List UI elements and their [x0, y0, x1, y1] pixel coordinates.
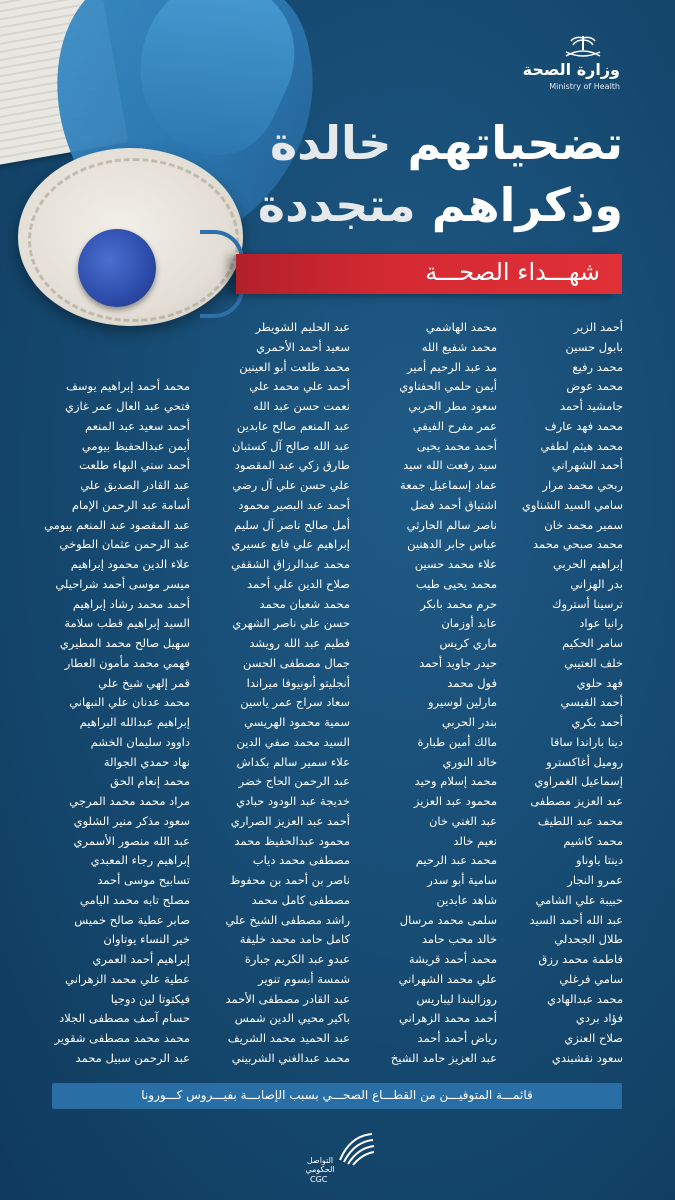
- name-item: محمود عبد العزيز: [413, 794, 497, 808]
- name-item: قمر إلهي شيخ علي: [98, 675, 190, 690]
- name-item: تسابيح موسى أحمد: [97, 873, 190, 887]
- name-item: محمد عبد الرحيم: [415, 853, 497, 868]
- name-item: حسن علي ناصر الشهري: [232, 616, 350, 631]
- name-item: أحمد بكري: [571, 715, 623, 729]
- name-item: راشد مصطفى الشيخ علي: [225, 912, 350, 927]
- name-item: شاهد عابدين: [436, 892, 497, 907]
- names-column-4: [0, 377, 190, 1068]
- cgc-logo: [300, 1130, 380, 1186]
- name-item: عبد الله صالح آل كستبان: [231, 438, 350, 453]
- name-item: كامل حامد محمد خليفة: [239, 932, 350, 947]
- name-item: دينتا باوناو: [576, 853, 623, 868]
- name-item: روميل أغاكسترو: [546, 754, 623, 769]
- name-item: سامي فرغلي: [559, 971, 623, 986]
- name-item: مالك أمين طبارة: [417, 734, 497, 749]
- name-item: عبد القادر الصديق علي: [80, 478, 190, 492]
- name-item: عبد الحليم الشويطر: [255, 320, 350, 334]
- name-item: مارلين لوسيرو: [427, 695, 497, 710]
- name-item: عبد الرحمن عثمان الطوخي: [59, 537, 190, 552]
- name-item: إبراهيم رجاء المعبدي: [90, 853, 190, 868]
- name-item: بدر الهزاني: [570, 576, 623, 591]
- name-item: محمد أحمد إبراهيم يوسف: [65, 379, 190, 394]
- name-item: نهاد حمدي الجوالة: [103, 754, 190, 769]
- name-item: عبد الله منصور الأسمري: [73, 833, 190, 848]
- name-item: محمد عدنان علي النبهاني: [69, 695, 190, 710]
- name-item: أحمد الزير: [573, 320, 623, 334]
- name-item: ناصر بن أحمد بن محفوظ: [229, 873, 350, 887]
- name-item: خير النساء يوتاوان: [103, 932, 190, 947]
- name-item: أحمد علي محمد علي: [249, 379, 350, 394]
- name-item: عطية علي محمد الزهراني: [65, 971, 190, 986]
- headline: [258, 112, 623, 236]
- name-item: شمسة أبسوم تنوير: [258, 971, 350, 986]
- headline-word: متجددة: [257, 178, 416, 232]
- name-item: ماري كريس: [439, 636, 497, 650]
- name-item: صلاح العنزي: [564, 1031, 623, 1045]
- name-item: سيد رفعت الله سيد: [403, 458, 497, 473]
- ministry-name-arabic: وزارة الصحة: [522, 60, 620, 79]
- name-item: عبد الرحمن الحاج خضر: [238, 774, 350, 789]
- name-item: عبد الرحمن سبيل محمد: [75, 1050, 190, 1065]
- name-item: محمد عبدالرزاق الشقفي: [231, 557, 350, 571]
- name-item: محمد إسلام وحيد: [414, 774, 497, 789]
- ministry-name-english: Ministry of Health: [549, 82, 620, 91]
- name-item: محمد إنعام الحق: [110, 774, 190, 789]
- name-item: أحمد الشهراني: [551, 458, 623, 473]
- headline-line-1: [258, 112, 623, 174]
- mask-valve: [78, 229, 156, 307]
- name-item: سامي السيد الشناوي: [521, 497, 623, 512]
- name-item: جمال مصطفى الحسن: [242, 655, 350, 670]
- name-item: إبراهيم الحربي: [552, 557, 623, 571]
- name-item: ربحي محمد مرار: [542, 478, 623, 492]
- name-item: مد عبد الرحيم أمير: [407, 359, 497, 374]
- banner-title: شهـــداء الصحـــة: [425, 258, 600, 286]
- name-item: سعاد سراج عمر ياسين: [240, 695, 350, 710]
- name-item: حيدر جاويد أحمد: [419, 655, 497, 670]
- name-item: محمد فهد عارف: [544, 418, 623, 433]
- name-item: صلاح الدين علي أحمد: [247, 576, 350, 591]
- name-item: علاء الدين محمود إبراهيم: [70, 557, 190, 571]
- name-item: فهمي محمد مأمون العطار: [64, 655, 190, 670]
- name-item: عمرو النجار: [567, 873, 623, 887]
- caption-text: قائمـــة المتوفيـــن من القطـــاع الصحـــي بسبب الإصابـــة بفيـــروس كـــورونا: [141, 1088, 533, 1102]
- name-item: محمد الهاشمي: [425, 320, 497, 334]
- name-item: محمد يحيى طيب: [415, 576, 497, 591]
- name-item: فاطمة محمد رزق: [538, 952, 623, 966]
- name-item: علاء محمد حسين: [414, 557, 497, 571]
- name-item: محمد عبدالهادي: [547, 991, 623, 1006]
- name-item: محمد عبدالغني الشربيني: [231, 1050, 350, 1065]
- name-item: فيكتوتا لين دوجيا: [110, 991, 190, 1006]
- name-item: أمل صالح ناصر آل سليم: [234, 517, 350, 532]
- name-item: فهد حلوي: [576, 675, 623, 690]
- name-item: علي حسن علي آل رضي: [232, 478, 350, 492]
- name-item: إبراهيم عبدالله البراهيم: [79, 715, 190, 729]
- name-item: سعود مطر الحربي: [408, 399, 497, 413]
- name-item: سمية محمود الهريسي: [244, 715, 350, 729]
- name-item: محمد محمد مصطفى شقوير: [54, 1031, 190, 1045]
- name-item: عبد العزيز مصطفى: [530, 794, 623, 808]
- name-item: أيمن حلمي الحفناوي: [399, 379, 497, 394]
- name-item: محمد شفيع الله: [421, 339, 497, 354]
- section-banner: [236, 254, 622, 294]
- name-item: سعود نقشبندي: [551, 1050, 623, 1065]
- name-item: أحمد محمد يحيى: [416, 438, 497, 453]
- cgc-name-english: CGC: [310, 1175, 328, 1184]
- cgc-name-arabic: التواصل الحكومي: [305, 1156, 335, 1174]
- name-item: إسماعيل الغمراوي: [534, 774, 623, 789]
- name-item: خالد محب حامد: [421, 932, 497, 947]
- name-item: داوود سليمان الخشم: [90, 734, 190, 749]
- name-item: حرم محمد بابكر: [420, 596, 497, 611]
- name-item: أحمد عبد العزيز الصراري: [230, 813, 350, 828]
- name-item: أحمد سني البهاء طلعت: [79, 458, 190, 473]
- name-item: طلال الجحدلي: [554, 932, 623, 947]
- name-item: السيد محمد صفي الدين: [236, 734, 350, 749]
- name-item: سلمى محمد مرسال: [399, 912, 497, 927]
- name-item: علاء سمير سالم بكداش: [236, 754, 350, 769]
- name-item: عبد المقصود عبد المنعم بيومي: [44, 517, 190, 532]
- name-item: عبد الغني خان: [428, 813, 497, 828]
- name-item: فتحي عبد العال عمر غازي: [64, 399, 190, 413]
- name-item: عبد القادر مصطفى الأحمد: [225, 991, 350, 1006]
- name-item: أسامة عبد الرحمن الإمام: [71, 497, 190, 512]
- names-column-2: [337, 318, 497, 1069]
- name-item: أحمد محمد الزهراني: [398, 1011, 497, 1026]
- name-item: دينا باراندا ساقا: [550, 734, 623, 749]
- name-item: محمد أحمد قريشة: [408, 952, 497, 966]
- name-item: محمد شعبان محمد: [259, 596, 350, 611]
- name-item: سعيد أحمد الأحمري: [256, 339, 350, 354]
- name-item: أحمد القيسي: [560, 695, 623, 710]
- name-item: نعيم خالد: [453, 833, 497, 848]
- name-item: بندر الحربي: [441, 715, 497, 729]
- name-item: عبد المنعم صالح عابدين: [236, 418, 350, 433]
- name-item: باكير محيي الدين شمس: [234, 1011, 350, 1026]
- name-item: أحمد سعيد عبد المنعم: [84, 418, 190, 433]
- name-item: عبد الحميد محمد الشريف: [227, 1031, 350, 1045]
- name-item: عبدو عبد الكريم جبارة: [244, 952, 350, 966]
- name-item: ترسينا أستروك: [552, 596, 623, 611]
- name-item: حسام آصف مصطفى الجلاد: [59, 1011, 190, 1026]
- name-item: مراد محمد محمد المرجي: [69, 794, 190, 808]
- name-item: فطيم عبد الله رويشد: [249, 636, 350, 650]
- name-item: عبد العزيز حامد الشيخ: [390, 1050, 497, 1065]
- name-item: طارق زكي عبد المقصود: [234, 458, 350, 473]
- name-item: إبراهيم أحمد العمري: [92, 952, 190, 966]
- name-item: علي محمد الشهراني: [398, 971, 497, 986]
- palm-swords-icon: [560, 34, 606, 60]
- caption-bar: [52, 1083, 622, 1109]
- name-item: محمد هيثم لطفي: [540, 438, 623, 453]
- name-item: سامر الحكيم: [562, 636, 623, 650]
- name-item: عماد إسماعيل جمعة: [400, 478, 497, 492]
- headline-word: خالدة: [270, 116, 392, 170]
- name-item: أيمن عبدالحفيظ بيومي: [81, 438, 190, 453]
- name-item: محمد عوض: [566, 379, 623, 394]
- name-item: سهيل صالح محمد المطيري: [59, 636, 190, 650]
- name-item: خالد النوري: [442, 754, 497, 769]
- name-item: فول محمد: [447, 675, 497, 690]
- name-item: جامشيد أحمد: [559, 399, 623, 413]
- name-item: محمد صبحي محمد: [532, 537, 623, 552]
- name-item: محمد عبد اللطيف: [537, 813, 623, 828]
- name-item: محمود عبدالحفيظ محمد: [234, 833, 350, 848]
- name-item: عبد الله أحمد السيد: [529, 912, 623, 927]
- headline-word: تضحياتهم: [407, 116, 623, 170]
- name-item: صابر عطية صالح خميس: [74, 912, 190, 927]
- name-item: مصلح تابه محمد اليامي: [79, 892, 190, 907]
- name-item: خلف العتيبي: [564, 655, 623, 670]
- name-item: أنجليتو أنونيوفا ميراندا: [246, 675, 350, 690]
- name-item: سمير محمد خان: [544, 517, 623, 532]
- name-item: عمر مفرح الفيفي: [412, 418, 497, 433]
- name-item: محمد طلعت أبو العينين: [239, 359, 350, 374]
- name-item: نعمت حسن عبد الله: [253, 399, 350, 413]
- name-item: فؤاد بردي: [575, 1011, 623, 1026]
- name-item: سامية أبو سدر: [427, 873, 497, 887]
- cgc-icon: [336, 1130, 376, 1166]
- name-item: محمد كاشيم: [563, 833, 623, 848]
- name-item: روزاليندا ليباريس: [416, 991, 497, 1006]
- name-item: رانيا عواد: [579, 616, 623, 631]
- name-item: مصطفى كامل محمد: [251, 892, 350, 907]
- name-item: محمد رفيع: [572, 359, 623, 374]
- name-item: أحمد محمد رشاد إبراهيم: [72, 596, 190, 611]
- name-item: عابد أوزمان: [441, 616, 497, 631]
- name-item: السيد إبراهيم قطب سلامة: [64, 616, 190, 631]
- names-column-3: [190, 318, 350, 1069]
- headline-line-2: [258, 174, 623, 236]
- name-item: بابول حسين: [565, 339, 623, 354]
- name-item: رياض أحمد أحمد: [417, 1031, 497, 1045]
- name-item: حبيبة علي الشامي: [535, 892, 623, 907]
- name-item: أحمد عبد البصير محمود: [238, 497, 350, 512]
- name-item: إبراهيم علي فايع عسيري: [231, 537, 350, 552]
- name-item: ناصر سالم الحارثي: [406, 517, 497, 532]
- name-item: خديجة عبد الودود حبادي: [236, 794, 350, 808]
- headline-word: وذكراهم: [431, 178, 623, 232]
- name-item: عباس جابر الدهنين: [407, 537, 497, 552]
- name-item: ميسر موسى أحمد شراحيلي: [55, 576, 190, 591]
- name-item: مصطفى محمد دياب: [252, 853, 350, 868]
- name-item: اشتياق أحمد فضل: [410, 497, 497, 512]
- name-item: سعود مذكر منير الشلوي: [73, 813, 190, 828]
